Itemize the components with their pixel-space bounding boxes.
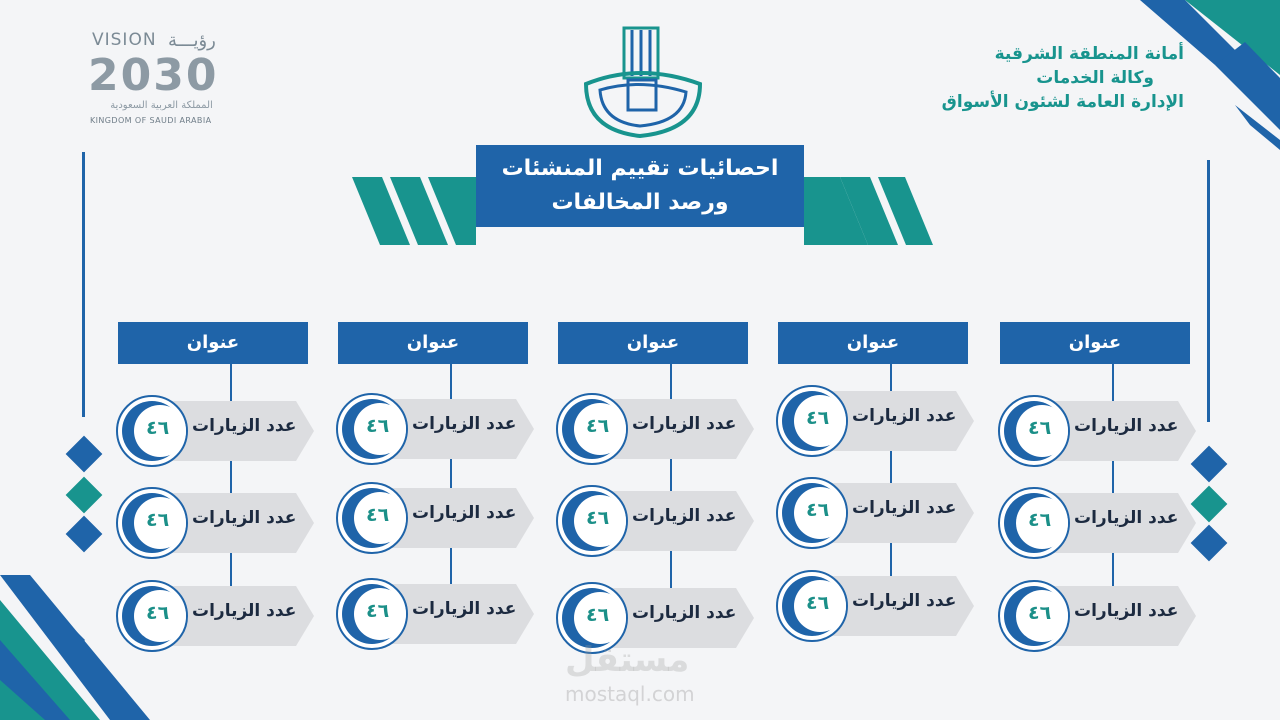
vision-word-ar: رؤيـــة [168,30,216,51]
vision-year: 2030 [88,50,219,101]
title-line-2: ورصد المخالفات [551,190,729,215]
stat-card [776,477,976,549]
column-heading: عنوان [118,322,308,364]
stat-card [116,395,316,467]
stat-label: عدد الزيارات [192,508,297,528]
stat-card [116,580,316,652]
stat-label: عدد الزيارات [1074,601,1179,621]
stat-value: ٤٦ [146,602,170,624]
stat-label: عدد الزيارات [412,414,517,434]
header-line-2: وكالة الخدمات [1036,68,1154,88]
stat-label: عدد الزيارات [1074,416,1179,436]
stat-card [556,485,756,557]
stat-value: ٤٦ [806,499,830,521]
left-border-line [82,152,85,417]
header-line-3: الإدارة العامة لشئون الأسواق [941,92,1184,112]
kingdom-name-en: KINGDOM OF SAUDI ARABIA [90,116,212,125]
municipality-logo [586,28,700,136]
vision-2030-logo [88,30,238,130]
stat-value: ٤٦ [366,415,390,437]
stat-value: ٤٦ [366,504,390,526]
stat-card [776,570,976,642]
stat-label: عدد الزيارات [632,414,737,434]
stat-card [998,487,1198,559]
stat-value: ٤٦ [806,592,830,614]
page-title [476,145,804,227]
watermark-logo: مستقل [565,640,690,680]
column-heading: عنوان [778,322,968,364]
stat-card [776,385,976,457]
title-line-1: احصائيات تقييم المنشئات [501,156,779,181]
stat-card [556,393,756,465]
stat-card [116,487,316,559]
stat-value: ٤٦ [146,417,170,439]
stat-label: عدد الزيارات [852,591,957,611]
kingdom-name-ar: المملكة العربية السعودية [110,100,213,111]
stat-value: ٤٦ [806,407,830,429]
column-heading: عنوان [1000,322,1190,364]
stat-label: عدد الزيارات [632,603,737,623]
stat-value: ٤٦ [146,509,170,531]
stat-label: عدد الزيارات [192,601,297,621]
column-heading: عنوان [558,322,748,364]
header-line-1: أمانة المنطقة الشرقية [994,44,1184,64]
stat-label: عدد الزيارات [192,416,297,436]
stat-card [336,482,536,554]
stat-label: عدد الزيارات [852,406,957,426]
stat-value: ٤٦ [586,604,610,626]
stat-card [336,393,536,465]
stat-label: عدد الزيارات [412,503,517,523]
stat-value: ٤٦ [366,600,390,622]
stat-value: ٤٦ [586,415,610,437]
organization-header [884,42,1184,114]
stat-label: عدد الزيارات [632,506,737,526]
right-border-line [1207,160,1210,422]
stat-value: ٤٦ [1028,509,1052,531]
watermark-url: mostaql.com [565,682,695,706]
stat-label: عدد الزيارات [412,599,517,619]
stat-value: ٤٦ [1028,417,1052,439]
column-heading: عنوان [338,322,528,364]
stat-card [998,395,1198,467]
vision-word: VISION [92,30,157,50]
stat-value: ٤٦ [586,507,610,529]
stat-card [998,580,1198,652]
stat-value: ٤٦ [1028,602,1052,624]
stat-label: عدد الزيارات [852,498,957,518]
stat-label: عدد الزيارات [1074,508,1179,528]
stat-card [336,578,536,650]
